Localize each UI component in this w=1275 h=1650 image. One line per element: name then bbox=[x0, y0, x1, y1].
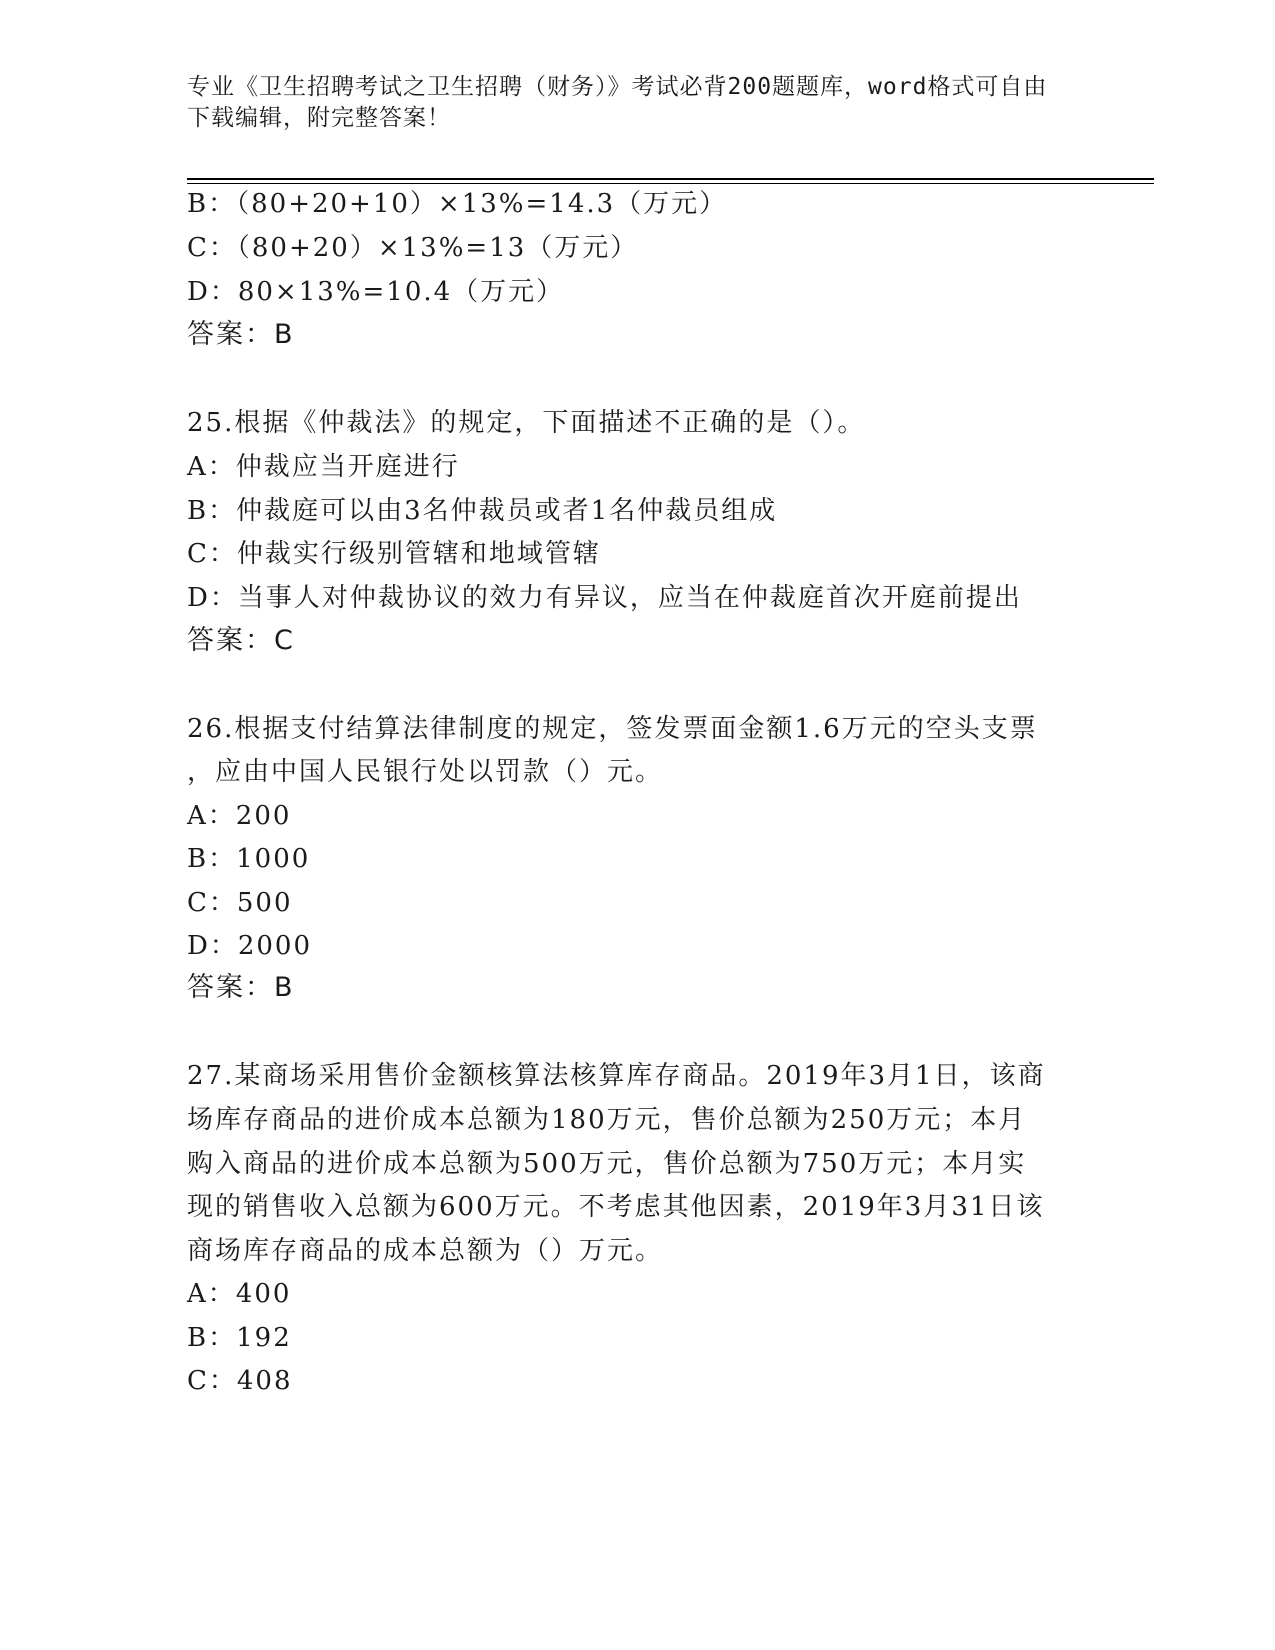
header-divider-thick bbox=[187, 178, 1154, 180]
option-c: C：（80+20）×13%=13（万元） bbox=[187, 233, 639, 263]
question-27-stem-line5: 商场库存商品的成本总额为（）万元。 bbox=[187, 1236, 664, 1266]
question-26-option-d: D：2000 bbox=[187, 931, 313, 961]
question-27-option-c: C：408 bbox=[187, 1366, 293, 1396]
document-header: 专业《卫生招聘考试之卫生招聘（财务）》考试必背200题题库，word格式可自由下载编辑，附完整答案！ bbox=[187, 74, 1048, 131]
question-27-option-b: B：192 bbox=[187, 1323, 292, 1353]
question-25-option-c: C：仲裁实行级别管辖和地域管辖 bbox=[187, 539, 601, 569]
question-25-option-d: D：当事人对仲裁协议的效力有异议，应当在仲裁庭首次开庭前提出 bbox=[187, 583, 1022, 613]
question-26-answer: 答案：B bbox=[187, 972, 295, 1003]
question-25-option-b: B：仲裁庭可以由3名仲裁员或者1名仲裁员组成 bbox=[187, 496, 778, 526]
question-26-stem-line2: ，应由中国人民银行处以罚款（）元。 bbox=[187, 757, 664, 787]
question-25-option-a: A：仲裁应当开庭进行 bbox=[187, 452, 460, 482]
question-27-stem-line4: 现的销售收入总额为600万元。不考虑其他因素，2019年3月31日该 bbox=[187, 1192, 1045, 1222]
question-25-stem: 25.根据《仲裁法》的规定，下面描述不正确的是（）。 bbox=[187, 408, 866, 438]
header-divider-thin bbox=[187, 183, 1154, 184]
question-26-option-a: A：200 bbox=[187, 801, 292, 831]
question-26-option-c: C：500 bbox=[187, 888, 293, 918]
option-d: D：80×13%=10.4（万元） bbox=[187, 277, 565, 307]
question-26-option-b: B：1000 bbox=[187, 844, 311, 874]
question-27-stem-line2: 场库存商品的进价成本总额为180万元，售价总额为250万元；本月 bbox=[187, 1105, 1027, 1135]
question-25-answer: 答案：C bbox=[187, 625, 295, 656]
question-27-stem-line3: 购入商品的进价成本总额为500万元，售价总额为750万元；本月实 bbox=[187, 1149, 1027, 1179]
option-b: B：（80+20+10）×13%=14.3（万元） bbox=[187, 189, 728, 219]
question-26-stem-line1: 26.根据支付结算法律制度的规定，签发票面金额1.6万元的空头支票 bbox=[187, 714, 1038, 744]
answer-label: 答案：B bbox=[187, 319, 295, 350]
question-27-stem-line1: 27.某商场采用售价金额核算法核算库存商品。2019年3月1日，该商 bbox=[187, 1061, 1046, 1091]
question-27-option-a: A：400 bbox=[187, 1279, 292, 1309]
